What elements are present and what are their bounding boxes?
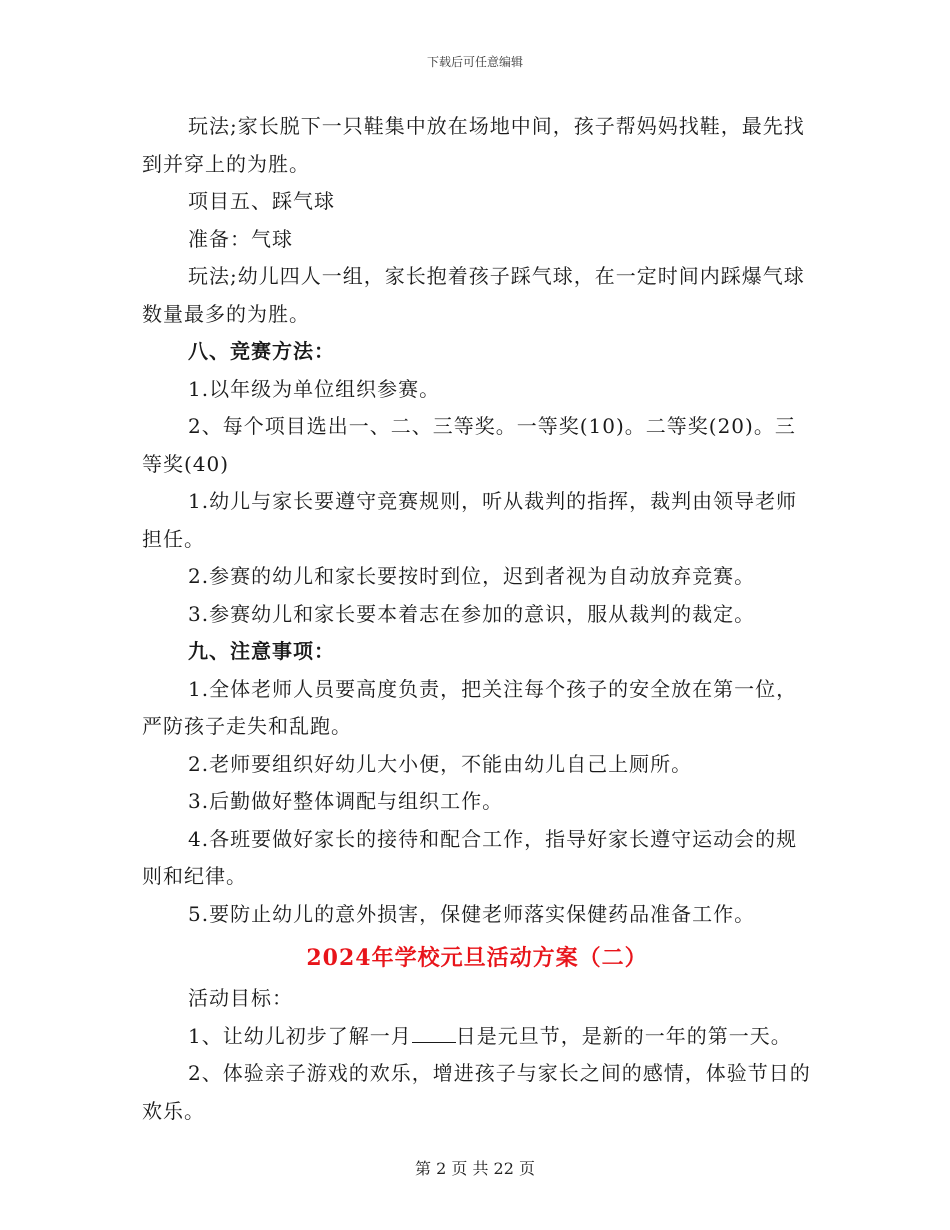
paragraph: 3.参赛幼儿和家长要本着志在参加的意识，服从裁判的裁定。: [188, 601, 756, 626]
section-heading: 八、竞赛方法：: [188, 339, 335, 363]
paragraph: 5.要防止幼儿的意外损害，保健老师落实保健药品准备工作。: [188, 901, 756, 926]
fill-in-blank: [412, 1024, 456, 1043]
paragraph: [142, 1018, 812, 1056]
page-footer: 第 2 页 共 22 页: [415, 1159, 535, 1178]
paragraph: 玩法;家长脱下一只鞋集中放在场地中间，孩子帮妈妈找鞋，最先找到并穿上的为胜。: [142, 114, 805, 176]
paragraph: 2.参赛的幼儿和家长要按时到位，迟到者视为自动放弃竞赛。: [188, 564, 756, 588]
page-header: 下载后可任意编辑: [426, 55, 523, 69]
text-segment: 日是元旦节，是新的一年的第一天。: [455, 1023, 792, 1048]
document-body: [142, 108, 812, 1130]
paragraph: 活动目标：: [188, 986, 293, 1010]
section-heading: 九、注意事项：: [188, 639, 335, 663]
paragraph: 2、体验亲子游戏的欢乐，增进孩子与家长之间的感情，体验节日的欢乐。: [142, 1061, 811, 1123]
paragraph: 1.幼儿与家长要遵守竞赛规则，听从裁判的指挥，裁判由领导老师担任。: [142, 489, 798, 551]
paragraph: 准备：气球: [188, 226, 293, 251]
section-title: 2024年学校元旦活动方案（二）: [306, 945, 648, 971]
text-segment: 1、让幼儿初步了解一月: [188, 1023, 412, 1048]
paragraph: 1.以年级为单位组织参赛。: [188, 376, 441, 401]
paragraph: 项目五、踩气球: [188, 189, 335, 213]
paragraph: 玩法;幼儿四人一组，家长抱着孩子踩气球，在一定时间内踩爆气球数量最多的为胜。: [142, 264, 805, 326]
paragraph: 1.全体老师人员要高度负责，把关注每个孩子的安全放在第一位，严防孩子走失和乱跑。: [142, 676, 798, 738]
paragraph: 4.各班要做好家长的接待和配合工作，指导好家长遵守运动会的规则和纪律。: [142, 826, 798, 888]
paragraph: 2.老师要组织好幼儿大小便，不能由幼儿自己上厕所。: [188, 751, 693, 776]
paragraph: 3.后勤做好整体调配与组织工作。: [188, 789, 504, 813]
paragraph: 2、每个项目选出一、二、三等奖。一等奖(10)。二等奖(20)。三等奖(40): [142, 414, 796, 476]
